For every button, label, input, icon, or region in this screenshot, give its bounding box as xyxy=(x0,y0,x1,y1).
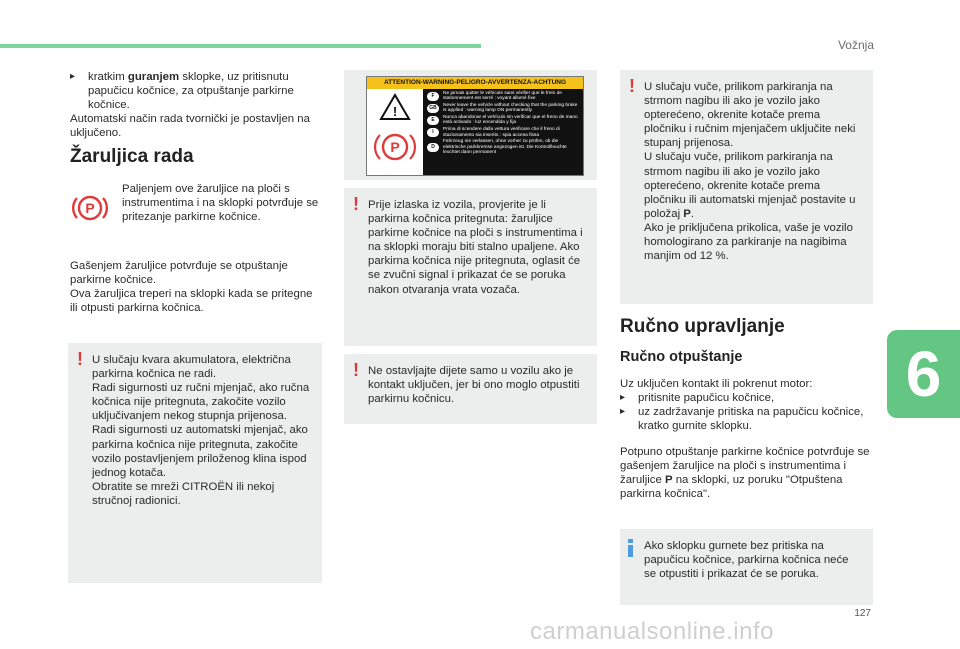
label-row-text: Nunca abandonar el vehículo sin verificar que el freno de mano está activado : luz encendida y fija xyxy=(443,115,578,126)
svg-text:!: ! xyxy=(392,104,398,119)
warning-line: Radi sigurnosti uz ručni mjenjač, ako ručna kočnica nije pritegnuta, zakočite vozilo uključivanjem nekog stupnja prijenosa. xyxy=(92,382,310,423)
label-row-text: Prima di scendere dalla vettura verificare che il freno di stazionamento sia inserito : spia accesa fissa xyxy=(443,127,560,138)
heading-lamp: Žaruljica rada xyxy=(70,146,194,167)
warning-label-image xyxy=(344,70,597,180)
release-step-text: uz zadržavanje pritiska na papučicu kočnice, kratko gurnite sklopku. xyxy=(638,406,864,433)
heading-manual: Ručno upravljanje xyxy=(620,316,785,337)
label-row xyxy=(427,103,579,114)
label-row-text: Fahrzeug nie verlassen, ohne vorher zu prüfen, ob die elektrische parkbremse angezogen ist. Die Kontrollleuchte leuchtet dann permanent xyxy=(443,139,567,155)
warning-label-card xyxy=(366,76,584,176)
label-row xyxy=(427,115,579,126)
warning-line-text: U slučaju vuče, prilikom parkiranja na strmom nagibu ili ako je vozilo jako opterećeno, okrenite kotače prema pločniku ili automatski mjenjač postavite u položaj xyxy=(644,151,856,220)
release-confirmation xyxy=(620,445,873,501)
info-icon xyxy=(628,539,633,557)
release-step xyxy=(620,391,873,405)
watermark: carmanualsonline.info xyxy=(530,618,774,645)
lamp-description: Paljenjem ove žaruljice na ploči s instrumentima i na sklopki potvrđuje se pritezanje parkirne kočnice. xyxy=(122,183,319,224)
chapter-tab: 6 xyxy=(887,330,960,418)
warning-label-header: ATTENTION-WARNING-PELIGRO-AVVERTENZA-ACHTUNG xyxy=(367,77,583,89)
intro-bold: guranjem xyxy=(127,71,180,83)
warning-icon: ! xyxy=(353,194,359,214)
release-step-text: pritisnite papučicu kočnice, xyxy=(638,392,775,405)
release-steps xyxy=(620,377,873,433)
info-text: Ako sklopku gurnete bez pritiska na papučicu kočnice, parkirna kočnica neće se otpustiti i prikazat će se poruka. xyxy=(644,540,849,581)
svg-text:P: P xyxy=(85,200,95,216)
child-warning-box xyxy=(344,354,597,424)
language-code: I xyxy=(427,128,439,137)
towing-warning-box xyxy=(620,70,873,304)
confirmation-bold: P xyxy=(664,474,673,487)
svg-text:P: P xyxy=(390,139,400,155)
warning-text: Ne ostavljajte dijete samo u vozilu ako je kontakt uključen, jer bi ono moglo otpustiti parkirnu kočnicu. xyxy=(368,365,580,406)
header-accent-bar xyxy=(0,44,481,48)
label-symbols-icon xyxy=(367,89,423,175)
exit-warning-box xyxy=(344,188,597,346)
parking-brake-lamp-icon xyxy=(72,192,108,224)
release-intro: Uz uključen kontakt ili pokrenut motor: xyxy=(620,378,813,390)
warning-end: . xyxy=(690,207,695,220)
warning-line xyxy=(644,150,861,220)
label-row-text: Never leave the vehicle without checking that the parking brake is applied : warning lamp ON permanently xyxy=(443,103,578,114)
warning-line: Radi sigurnosti uz automatski mjenjač, ako parkirna kočnica nije pritegnuta, zakočite vozilo postavljenjem priloženog klina ispod jednog kotača. xyxy=(92,424,308,479)
subheading-release: Ručno otpuštanje xyxy=(620,349,743,365)
warning-line: U slučaju vuče, prilikom parkiranja na strmom nagibu ili ako je vozilo jako opterećeno, okrenite kotače prema pločniku i ručnim mjenjačem uključite neki stupanj prijenosa. xyxy=(644,81,856,150)
release-step xyxy=(620,405,873,433)
warning-label-rows xyxy=(427,91,579,157)
warning-label-symbols xyxy=(367,89,423,175)
release-info-box xyxy=(620,529,873,605)
intro-text-end: sklopke, uz pritisnutu papučicu kočnice, za otpuštanje parkirne kočnice. xyxy=(88,71,294,112)
intro-line: Automatski način rada tvornički je postavljen na uključeno. xyxy=(70,113,310,140)
lamp-paragraphs xyxy=(70,259,320,315)
section-title: Vožnja xyxy=(837,38,874,52)
language-code: GB xyxy=(427,104,439,113)
language-code: D xyxy=(427,143,439,152)
language-code: F xyxy=(427,92,439,101)
warning-line: Ako je priključena prikolica, vaše je vozilo homologirano za parkiranje na nagibima manjim od 12 %. xyxy=(644,221,853,263)
intro-block xyxy=(70,70,320,140)
lamp-paragraph-2: Ova žaruljica treperi na sklopki kada se pritegne ili otpusti parkirna kočnica. xyxy=(70,288,313,315)
label-row xyxy=(427,127,579,138)
bullet-marker-icon: ▸ xyxy=(70,71,76,82)
label-row-text: Ne jamais quitter le véhicule sans vérifier que le frein de stationnement est serré : voyant allumé fixe xyxy=(443,91,562,102)
bullet-marker-icon: ▸ xyxy=(620,406,626,418)
intro-text: kratkim xyxy=(88,71,128,83)
intro-bullet xyxy=(70,70,320,112)
page-number: 127 xyxy=(854,608,871,619)
warning-icon: ! xyxy=(353,360,359,380)
confirmation-text-end: na sklopki, uz poruku "Otpuštena parkirna kočnica". xyxy=(620,474,843,501)
warning-text: Prije izlaska iz vozila, provjerite je li parkirna kočnica pritegnuta: žaruljice parkirne kočnice na ploči s instrumentima i na sklopki moraju biti stalno upaljene. Ako parkirna kočnica nije pritegnuta, oglasit će se zvučni signal i prikazat će se poruka nakon otvaranja vrata vozača. xyxy=(368,199,583,296)
warning-line: Obratite se mreži CITROËN ili nekoj stručnoj radionici. xyxy=(92,480,275,507)
warning-icon: ! xyxy=(77,349,83,369)
battery-warning-box xyxy=(68,343,322,583)
language-code: E xyxy=(427,116,439,125)
label-row xyxy=(427,91,579,102)
warning-icon: ! xyxy=(629,76,635,96)
bullet-marker-icon: ▸ xyxy=(620,392,626,404)
warning-bold: P xyxy=(683,207,691,220)
lamp-paragraph-1: Gašenjem žaruljice potvrđuje se otpuštanje parkirne kočnice. xyxy=(70,260,288,287)
label-row xyxy=(427,139,579,155)
warning-line: U slučaju kvara akumulatora, električna parkirna kočnica ne radi. xyxy=(92,354,291,381)
confirmation-text: Potpuno otpuštanje parkirne kočnice potvrđuje se gašenjem žaruljice na ploči s instrumentima i žaruljice xyxy=(620,446,870,487)
